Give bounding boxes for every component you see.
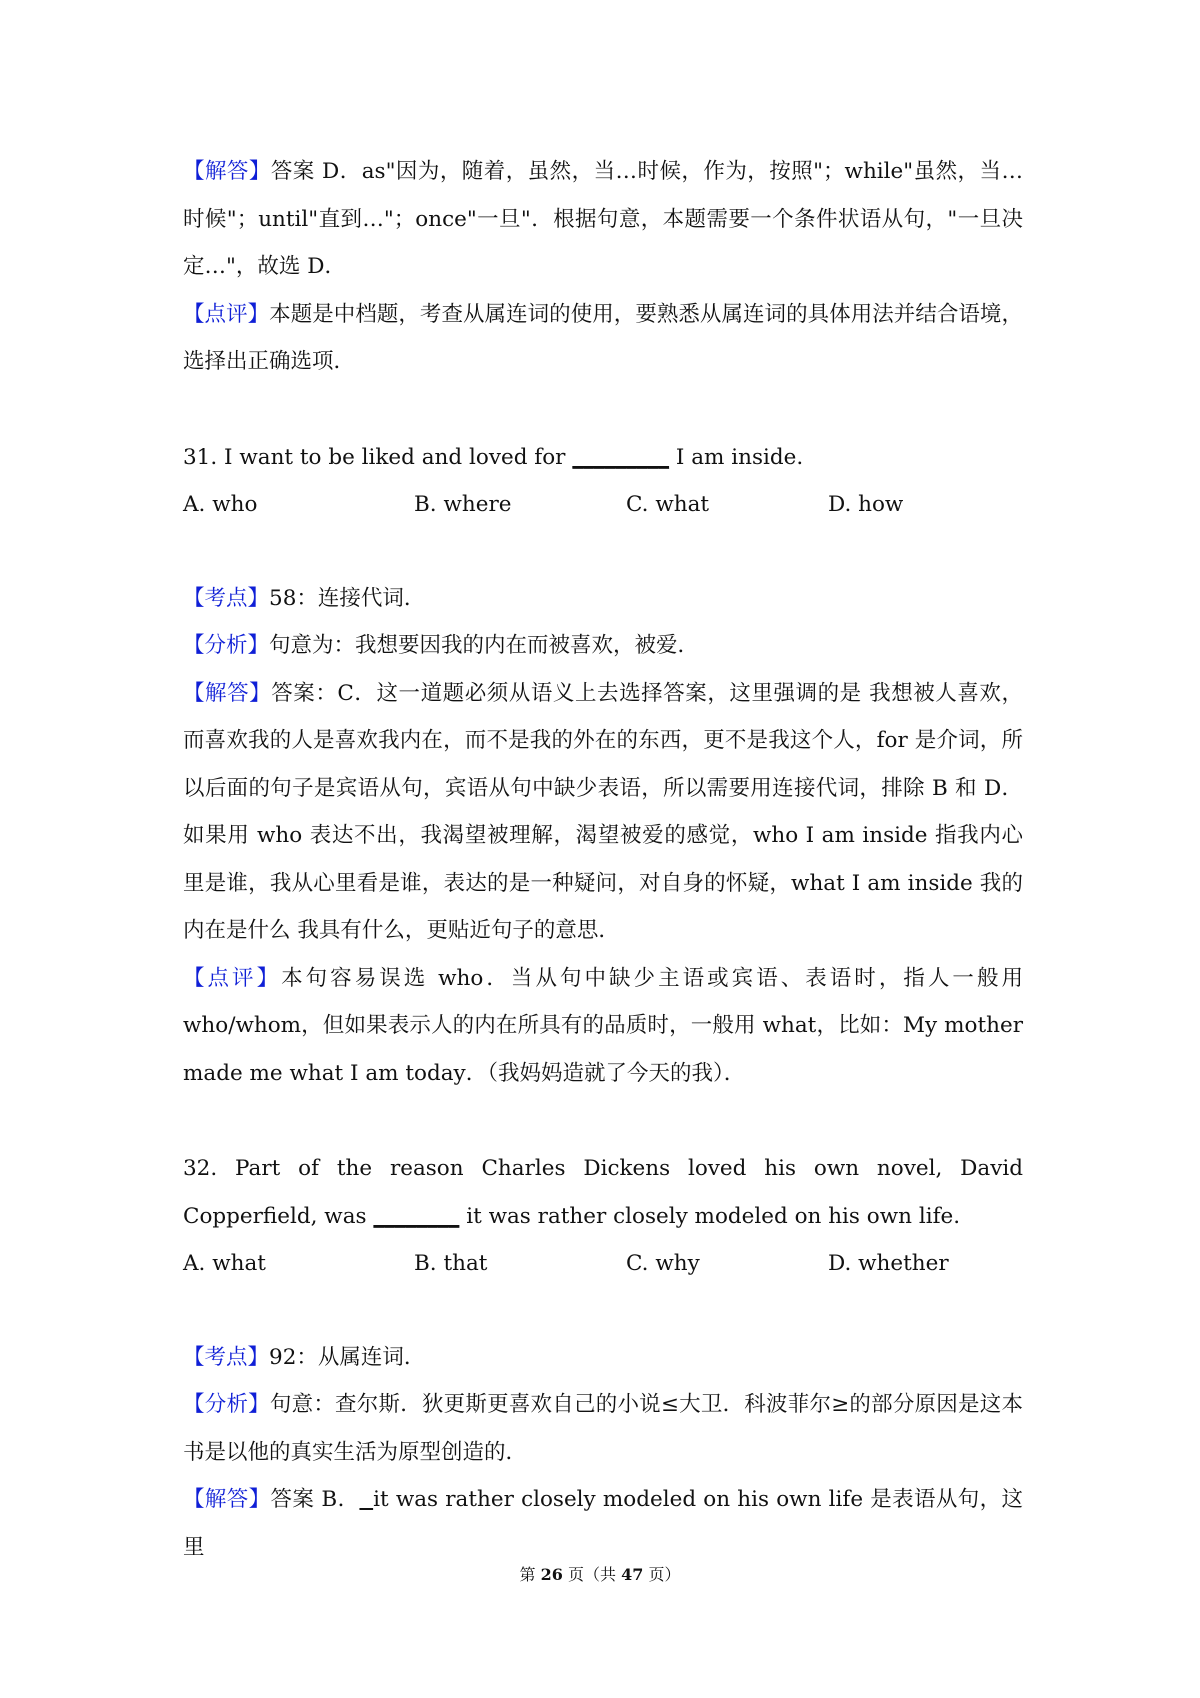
kaodian-tag: 【考点】: [183, 1344, 270, 1370]
question-31-stem: 31. I want to be liked and loved for _________ I am inside.: [183, 434, 1023, 482]
answer-tag: 【解答】: [183, 680, 272, 706]
spacer: [183, 529, 1023, 575]
comment-text: 本题是中档题，考查从属连词的使用，要熟悉从属连词的具体用法并结合语境，选择出正确选项．: [183, 301, 1023, 374]
answer-paragraph-32: 【解答】答案 B． it was rather closely modeled on his own life 是表语从句，这里: [183, 1476, 1023, 1571]
kaodian-paragraph-32: 【考点】92：从属连词．: [183, 1344, 426, 1370]
answer-tag: 【解答】: [183, 1487, 271, 1512]
fenxi-tag: 【分析】: [183, 1392, 270, 1417]
fenxi-tag: 【分析】: [183, 633, 270, 658]
fenxi-paragraph-31: 【分析】句意为：我想要因我的内在而被喜欢，被爱．: [183, 633, 700, 658]
kaodian-paragraph-31: 【考点】58：连接代词．: [183, 585, 426, 611]
question-32-options: [183, 1240, 1023, 1288]
comment-paragraph-30: [183, 291, 1023, 386]
option-d: D. whether: [828, 1251, 949, 1276]
option-d: D. how: [828, 492, 904, 517]
question-32-stem: 32. Part of the reason Charles Dickens loved his own novel, David Copperfield, was ________ it was rather closely modeled on his own life.: [183, 1145, 1023, 1240]
total-pages: 47: [621, 1565, 644, 1584]
answer-paragraph-31: 【解答】答案：C．这一道题必须从语义上去选择答案，这里强调的是 我想被人喜欢，而喜欢我的人是喜欢我内在，而不是我的外在的东西，更不是我这个人，for 是介词，所以后面的句子是宾语从句，宾语从句中缺少表语，所以需要用连接代词，排除 B 和 D．如果用 who 表达不出，我渴望被理解，渴望被爱的感觉，who I am inside 指我内心里是谁，我从心里看是谁，表达的是一种疑问，对自身的怀疑，what I am inside 我的内在是什么 我具有什么，更贴近句子的意思．: [183, 680, 1023, 943]
answer-paragraph-30: [183, 148, 1023, 291]
answer-tag: 【解答】: [183, 159, 271, 184]
option-a: A. what: [183, 1251, 266, 1276]
question-31-options: [183, 481, 1023, 529]
answer-blank: [359, 1476, 373, 1524]
page-content: [183, 148, 1023, 1571]
option-b: B. where: [414, 492, 512, 517]
option-a: A. who: [183, 492, 258, 517]
comment-tag: 【点评】: [183, 301, 270, 327]
answer-blank: _________: [572, 444, 670, 470]
page-footer: 第 26 页（共 47 页）: [519, 1565, 681, 1584]
page-number: 26: [540, 1565, 563, 1584]
option-c: C. why: [626, 1251, 700, 1276]
answer-blank: ________: [373, 1203, 460, 1229]
option-b: B. that: [414, 1251, 488, 1276]
spacer: [183, 1097, 1023, 1145]
spacer: [183, 1288, 1023, 1334]
comment-tag: 【点评】: [183, 965, 282, 991]
fenxi-paragraph-32: 【分析】句意：查尔斯．狄更斯更喜欢自己的小说≤大卫．科波菲尔≥的部分原因是这本书是以他的真实生活为原型创造的．: [183, 1392, 1023, 1465]
spacer: [183, 386, 1023, 434]
comment-paragraph-31: 【点评】本句容易误选 who．当从句中缺少主语或宾语、表语时，指人一般用 who/whom，但如果表示人的内在所具有的品质时，一般用 what，比如：My mother made me what I am today．（我妈妈造就了今天的我）．: [183, 965, 1023, 1086]
kaodian-tag: 【考点】: [183, 585, 270, 611]
option-c: C. what: [626, 492, 710, 517]
answer-text: 答案 D．as"因为，随着，虽然，当…时候，作为，按照"；while"虽然，当…时候"；until"直到…"；once"一旦"．根据句意，本题需要一个条件状语从句，"一旦决定…"，故选 D．: [183, 159, 1023, 279]
